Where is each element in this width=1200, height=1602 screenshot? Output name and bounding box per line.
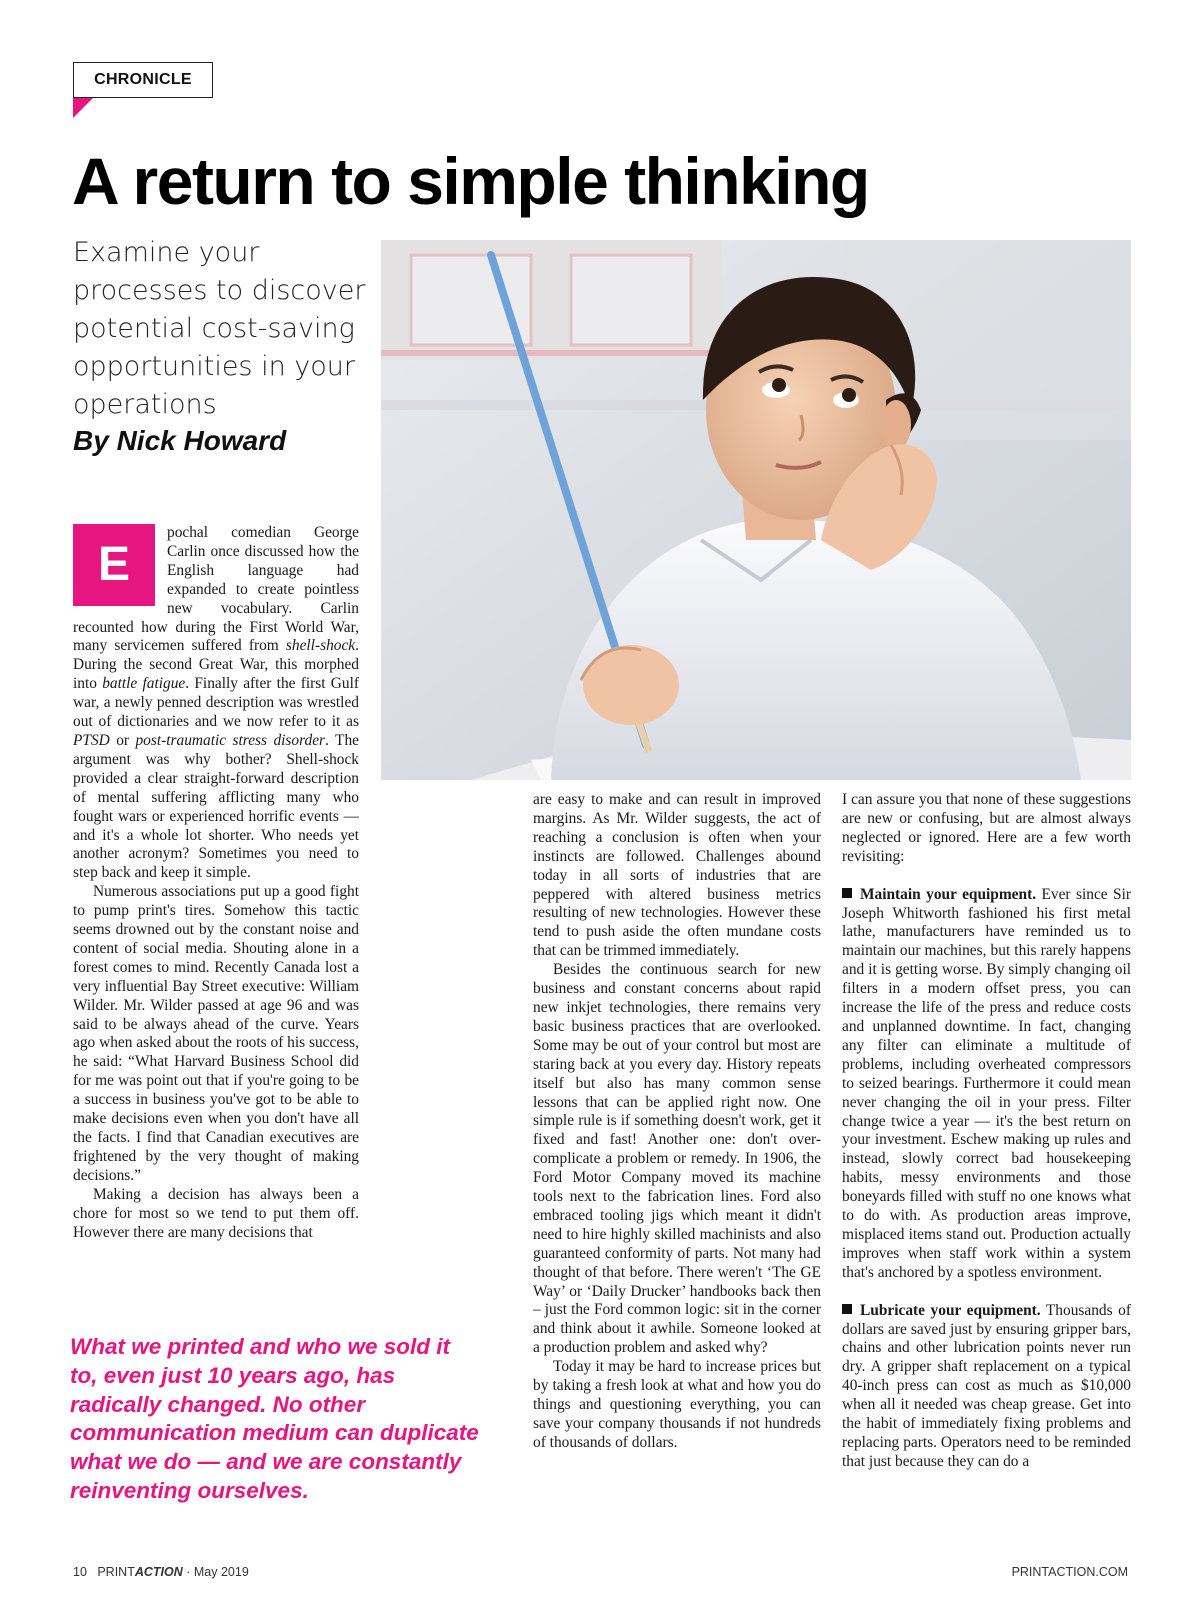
paragraph-text: . Finally after the first Gulf war, a newly penned description was wrestled out of dictionaries and we now refer to it as [73,675,359,731]
dek-line: potential cost-saving [73,313,355,344]
column-1 [73,524,359,1289]
paragraph-text: pochal comedian George Carlin once discussed how the English language had expanded to create pointless new vocabulary. Carlin recounted how during the First World War, many servicemen suffered from [73,524,359,655]
headline: A return to simple thinking [72,144,869,218]
section-tag-corner [73,98,93,118]
footer-folio [73,1565,249,1579]
column-3 [842,791,1131,1503]
paragraph: Numerous associations put up a good fight to pump print's tires. Somehow this tactic seems drowned out by the constant noise and content of social media. Shouting alone in a forest comes to mind. Recently Canada lost a very influential Bay Street executive: William Wilder. Mr. Wilder passed at age 96 and was said to be always ahead of the curve. Years ago when asked about the roots of his success, he said: “What Harvard Business School did for me was point out that if you're going to be a success in business you've got to be able to make decisions even when you don't have all the facts. I find that Canadian executives are frightened by the very thought of making decisions.” [73,883,359,1184]
dek-line: processes to discover [73,275,366,306]
footer-site: PRINTACTION.COM [1011,1565,1128,1579]
paragraph: are easy to make and can result in improved margins. As Mr. Wilder suggests, the act of reaching a conclusion is often when your instincts are followed. Challenges abound today in all sorts of industries that are peppered with altered business metrics resulting of new technologies. However these tend to push aside the often mundane costs that can be trimmed immediately. [533,791,821,960]
subhead: Maintain your equipment. [860,885,1037,903]
paragraph-text: . During the second Great War, this morphed into [73,637,359,693]
pull-quote-line: reinventing ourselves. [70,1477,309,1503]
dek-line: Examine your [73,237,260,268]
section-tag: CHRONICLE [73,62,213,98]
paragraph-text: . The argument was why bother? Shell-shock provided a clear straight-forward description of mental suffering afflicting many who fought wars or experienced horrific events — and it's a whole lot shorter. Who needs yet another acronym? Sometimes you need to step back and keep it simple. [73,731,359,882]
paragraph-text: Thousands of dollars are saved just by ensuring gripper bars, chains and other lubrication points never run dry. A gripper shaft replacement on a typical 40-inch press can cost as much as $10,000 when all it needed was cheap grease. Get into the habit of immediately fixing problems and replacing parts. Operators need to be reminded that just because they can do a [842,1301,1131,1470]
brand-name: PRINT [97,1565,135,1579]
pull-quote-line: communication medium can duplicate [70,1420,479,1446]
pull-quote-line: what we do — and we are constantly [70,1449,462,1475]
issue-date: · May 2019 [186,1565,249,1579]
byline: By Nick Howard [73,425,287,456]
paragraph [842,886,1131,1283]
emphasis: post-traumatic stress disorder [135,731,326,749]
pull-quote [70,1333,510,1506]
pull-quote-line: What we printed and who we sold it [70,1334,451,1359]
paragraph-text: Ever since Sir Joseph Whitworth fashioned his first metal lathe, manufacturers have reminded us to maintain our machines, but this rarely happens and it is getting worse. By simply changing oil filters in a modern offset press, you can increase the life of the press and reduce costs and unplanned downtime. In fact, changing any filter can eliminate a multitude of problems, including overheated compressors to seized bearings. Furthermore it could mean never changing the oil in your press. Filter change twice a year — it's the best return on your investment. Eschew making up rules and instead, slowly correct bad housekeeping habits, messy environments and those boneyards filled with stuff no one knows what to do with. As production areas improve, misplaced items stand out. Production actually improves when staff work within a system that's anchored by a spotless environment. [842,885,1131,1281]
dek-line: opportunities in your [73,351,355,382]
emphasis: shell-shock [285,637,356,655]
column-2 [533,791,821,1503]
paragraph: Making a decision has always been a chore for most so we tend to put them off. However there are many decisions that [73,1185,359,1241]
paragraph: Today it may be hard to increase prices but by taking a fresh look at what and how you do things and questioning everything, you can save your company thousands if not hundreds of thousands of dollars. [533,1358,821,1451]
dek-line: operations [73,389,217,420]
pull-quote-line: to, even just 10 years ago, has [70,1362,396,1388]
bullet-square-icon [842,888,852,898]
article-photo [381,240,1131,780]
pull-quote-line: radically changed. No other [70,1391,366,1417]
dropcap: E [73,524,155,606]
paragraph: Besides the continuous search for new business and constant concerns about rapid new inkjet technologies, there remains very basic business practices that are overlooked. Some may be out of your control but most are staring back at you every day. History repeats itself but also has many common sense lessons that can be applied right now. One simple rule is if something doesn't work, get it fixed and fast! Another one: don't over-complicate a problem or remedy. In 1906, the Ford Motor Company moved its machine tools next to the fabrication lines. Ford also embraced tooling jigs which meant it didn't need to hire highly skilled machinists and also guaranteed conformity of parts. Not many had thought of that before. There weren't ‘The GE Way’ or ‘Daily Drucker’ handbooks back then – just the Ford common logic: sit in the corner and think about it awhile. Someone looked at a production problem and asked why? [533,961,821,1357]
bullet-square-icon [842,1304,852,1314]
emphasis: PTSD [73,731,110,749]
emphasis: battle fatigue [102,675,186,693]
brand-name-emphasis: ACTION [134,1565,183,1579]
subhead: Lubricate your equipment. [860,1301,1041,1319]
paragraph [842,1302,1131,1472]
paragraph: I can assure you that none of these suggestions are new or confusing, but are almost always neglected or ignored. Here are a few worth revisiting: [842,791,1131,865]
dek [73,234,373,424]
paragraph-text: or [109,731,136,749]
page-number: 10 [73,1565,87,1579]
